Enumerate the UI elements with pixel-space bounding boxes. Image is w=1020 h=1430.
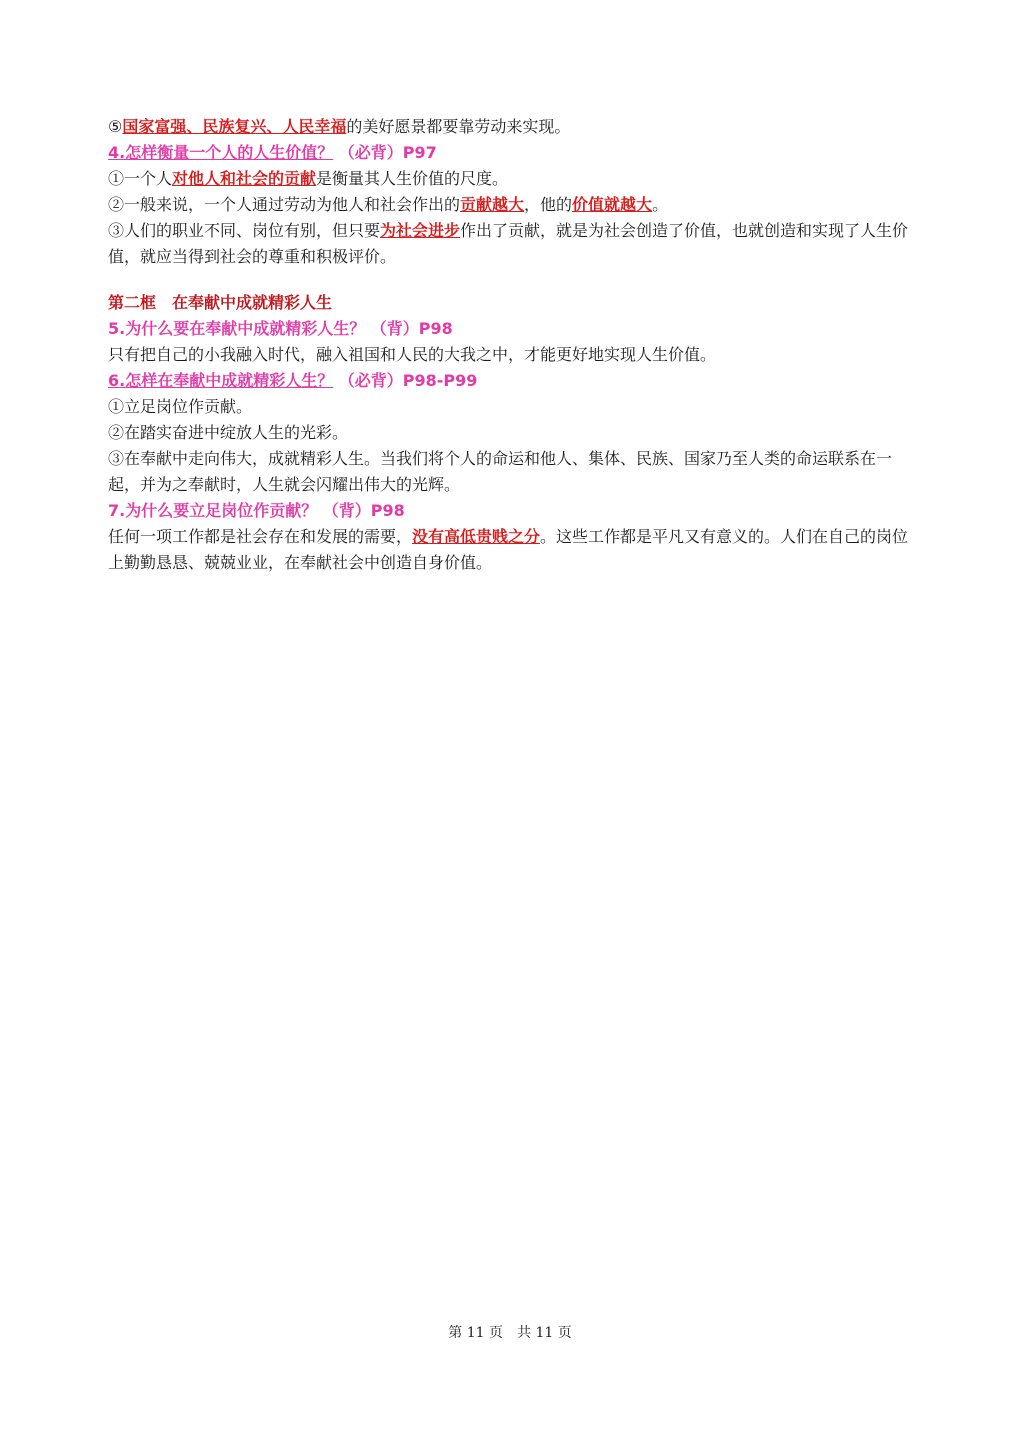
- question-text: 6.怎样在奉献中成就精彩人生？: [108, 371, 334, 390]
- document-content: [108, 114, 918, 576]
- answer-6-1: ①立足岗位作贡献。: [108, 397, 253, 416]
- highlight-text: 对他人和社会的贡献: [172, 169, 317, 188]
- text: 是衡量其人生价值的尺度。: [316, 169, 509, 188]
- highlight-text: 为社会进步: [380, 221, 461, 240]
- highlight-text: 贡献越大: [460, 195, 525, 214]
- answer-6-3: ③在奉献中走向伟大，成就精彩人生。当我们将个人的命运和他人、集体、民族、国家乃至人类的命运联系在一起，并为之奉献时，人生就会闪耀出伟大的光辉。: [108, 449, 893, 494]
- text: 。这些工作都是平凡又有意义的。人们在自己的岗位上勤勤恳恳、兢兢业业，在奉献社会中创造自身价值。: [108, 527, 909, 572]
- answer-4-1: [108, 166, 918, 192]
- section-heading: 第二框 在奉献中成就精彩人生: [108, 293, 333, 312]
- question-text: 5.为什么要在奉献中成就精彩人生？: [108, 319, 366, 338]
- text: ⑤: [108, 117, 123, 136]
- question-text: 7.为什么要立足岗位作贡献？: [108, 501, 318, 520]
- question-tag: （背）P98: [370, 319, 453, 338]
- text: 任何一项工作都是社会存在和发展的需要，: [108, 527, 413, 546]
- text: ②一般来说，一个人通过劳动为他人和社会作出的: [108, 195, 461, 214]
- text: ，他的: [524, 195, 573, 214]
- text: 。: [652, 195, 669, 214]
- question-6: [108, 368, 918, 394]
- text: ①一个人: [108, 169, 173, 188]
- page-footer: 第 11 页 共 11 页: [448, 1325, 572, 1341]
- text: 作出了贡献，就是为社会创造了价值，也就创造和实现了人生价值，就应当得到社会的尊重和积极评价。: [108, 221, 909, 266]
- text: 的美好愿景都要靠劳动来实现。: [346, 117, 571, 136]
- question-tag: （必背）P98-P99: [338, 371, 478, 390]
- point-5-line: [108, 114, 918, 140]
- question-tag: （背）P98: [322, 501, 405, 520]
- question-text: 4.怎样衡量一个人的人生价值？: [108, 143, 334, 162]
- highlight-text: 价值就越大: [572, 195, 653, 214]
- question-7: [108, 498, 918, 524]
- answer-4-2: [108, 192, 918, 218]
- question-4: [108, 140, 918, 166]
- answer-7: [108, 524, 918, 576]
- question-5: [108, 316, 918, 342]
- text: ③人们的职业不同、岗位有别，但只要: [108, 221, 381, 240]
- answer-6-2: ②在踏实奋进中绽放人生的光彩。: [108, 423, 349, 442]
- highlight-text: 国家富强、民族复兴、人民幸福: [122, 117, 347, 136]
- question-tag: （必背）P97: [338, 143, 437, 162]
- answer-4-3: [108, 218, 918, 270]
- answer-5: 只有把自己的小我融入时代，融入祖国和人民的大我之中，才能更好地实现人生价值。: [108, 345, 717, 364]
- highlight-text: 没有高低贵贱之分: [412, 527, 541, 546]
